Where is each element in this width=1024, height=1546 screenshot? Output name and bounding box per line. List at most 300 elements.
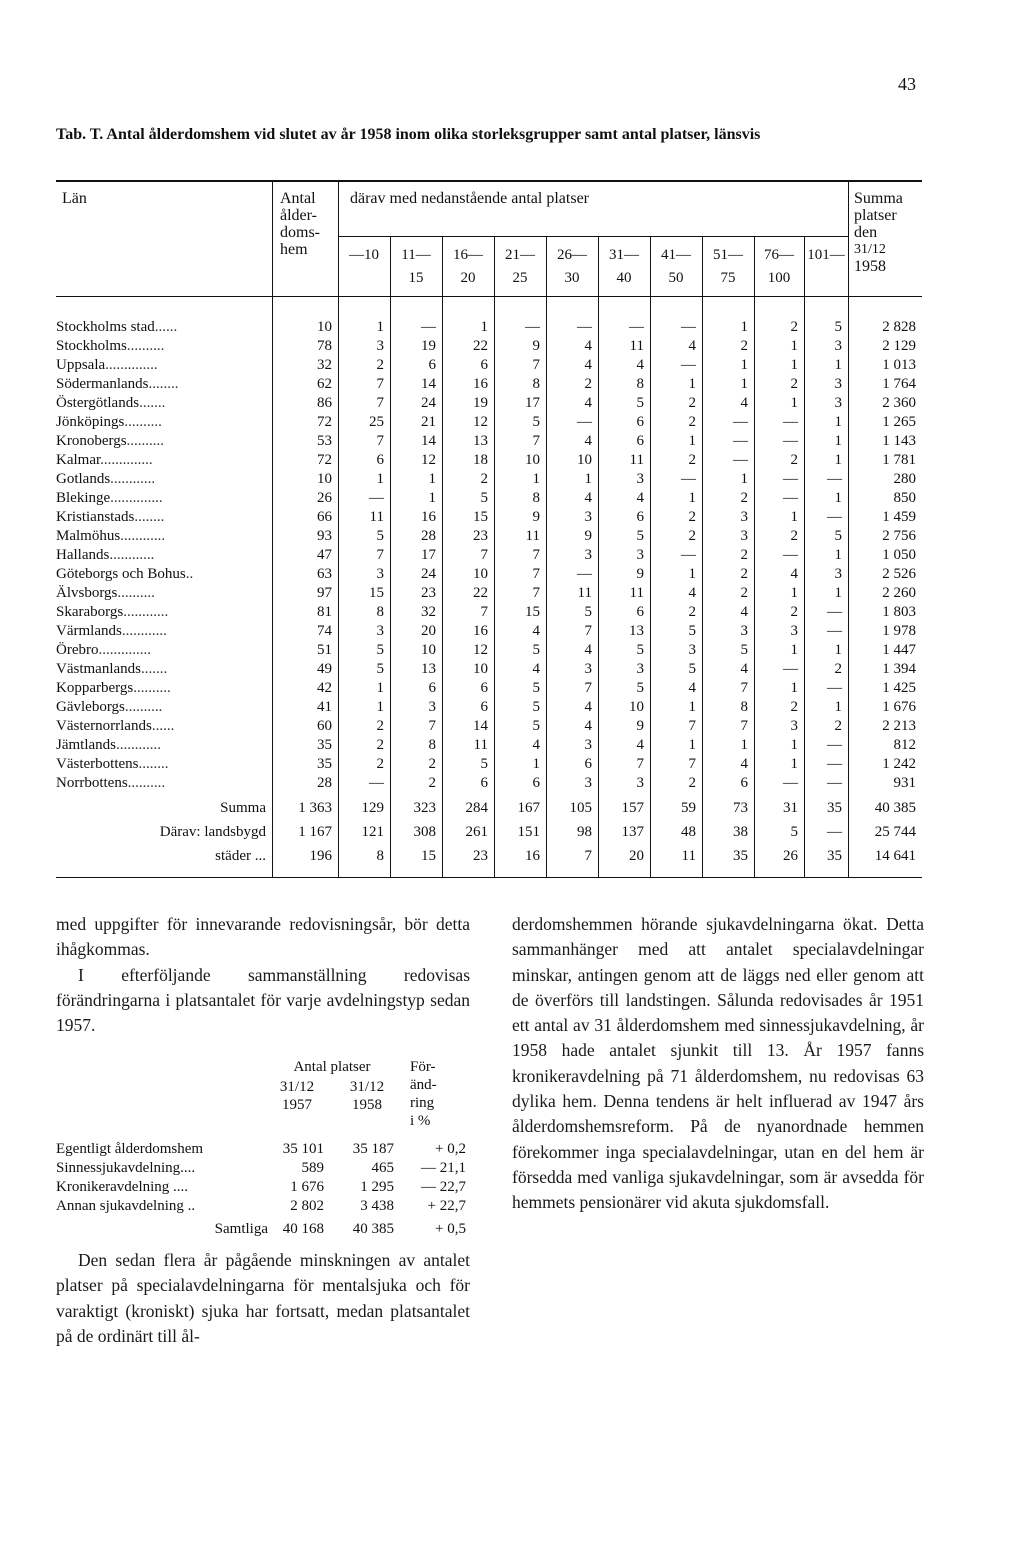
table-cell: 1 265 [882, 414, 916, 430]
group-header-bottom: 50 [668, 270, 684, 286]
table-cell: 3 [636, 661, 644, 677]
table-row [56, 717, 922, 736]
table-cell: 1 394 [882, 661, 916, 677]
table-cell: — [827, 471, 842, 487]
table-title: Tab. T. Antal ålderdomshem vid slutet av år 1958 inom olika storleksgrupper samt antal platser, länsvis [56, 126, 761, 143]
summary-cell: 8 [376, 848, 384, 864]
table-cell: 1 [834, 585, 842, 601]
leader-dots: .......... [124, 699, 163, 715]
table-cell: 6 [636, 414, 644, 430]
table-row [56, 318, 922, 337]
table-cell: 6 [428, 680, 436, 696]
change-value: + 0,5 [435, 1220, 466, 1237]
table-cell: 8 [636, 376, 644, 392]
county-name [56, 774, 272, 793]
table-cell: 2 [740, 338, 748, 354]
table-cell: 11 [473, 737, 488, 753]
table-cell: 1 [688, 433, 696, 449]
leader-dots: .......... [117, 585, 155, 601]
header-summa [854, 190, 903, 275]
table-cell: 3 [688, 642, 696, 658]
table-cell: 1 [480, 319, 488, 335]
table-cell: — [525, 319, 540, 335]
county-label: Stockholms [56, 338, 127, 354]
county-label: Älvsborgs [56, 585, 118, 601]
table-cell: 1 013 [882, 357, 916, 373]
table-cell: — [681, 319, 696, 335]
group-header-bottom: 30 [564, 270, 580, 286]
head-line: i % [410, 1113, 431, 1129]
header-summa-line: den [854, 224, 878, 241]
table-row [56, 470, 922, 489]
county-name [56, 698, 272, 717]
county-label: Stockholms stad [56, 319, 155, 335]
table-cell: 42 [317, 680, 332, 696]
group-header-top: 101— [807, 247, 845, 263]
table-cell: 11 [629, 338, 644, 354]
change-row [56, 1197, 474, 1216]
table-cell: 11 [629, 585, 644, 601]
summary-cell: 151 [517, 824, 540, 840]
table-cell: 14 [421, 433, 436, 449]
table-cell: 72 [317, 452, 332, 468]
table-cell: 17 [525, 395, 540, 411]
leader-dots: ....... [140, 661, 168, 677]
head-line: 31/12 [279, 1079, 315, 1095]
table-cell: 6 [636, 433, 644, 449]
table-cell: 1 [376, 471, 384, 487]
table-cell: 6 [480, 680, 488, 696]
table-cell: 5 [636, 528, 644, 544]
header-lan: Län [62, 190, 87, 207]
table-cell: 7 [688, 756, 696, 772]
change-value: 40 385 [352, 1220, 394, 1237]
leader-dots: ....... [139, 395, 166, 411]
summary-cell: 59 [681, 800, 696, 816]
county-table [56, 318, 922, 793]
table-cell: 7 [532, 357, 540, 373]
table-cell: 1 803 [882, 604, 916, 620]
county-name [56, 508, 272, 527]
table-cell: 7 [376, 547, 384, 563]
county-label: Malmöhus [56, 528, 121, 544]
table-cell: 1 781 [882, 452, 916, 468]
table-cell: 7 [688, 718, 696, 734]
table-cell: 4 [636, 737, 644, 753]
county-label: Jönköpings [56, 414, 125, 430]
table-cell: 2 [376, 718, 384, 734]
group-header-bottom: 15 [408, 270, 424, 286]
county-label: Östergötlands [56, 395, 140, 411]
table-cell: 72 [317, 414, 332, 430]
table-cell: 10 [473, 661, 488, 677]
table-cell: 3 [834, 566, 842, 582]
summary-cell: 167 [517, 800, 540, 816]
page-number: 43 [898, 74, 916, 94]
table-cell: 2 [790, 319, 798, 335]
table-cell: 8 [532, 376, 540, 392]
table-cell: 15 [369, 585, 384, 601]
table-row [56, 413, 922, 432]
summary-table [56, 796, 922, 868]
table-row [56, 337, 922, 356]
table-cell: 2 [688, 775, 696, 791]
county-label: Norrbottens [56, 775, 128, 791]
table-cell: — [827, 680, 842, 696]
table-cell: 6 [480, 775, 488, 791]
table-cell: — [681, 471, 696, 487]
summary-cell: 121 [361, 824, 384, 840]
county-name [56, 394, 272, 413]
summary-cell: 40 385 [874, 800, 916, 816]
table-cell: 1 [376, 699, 384, 715]
table-cell: 2 [834, 718, 842, 734]
leader-dots: .......... [126, 433, 165, 449]
table-cell: 5 [480, 490, 488, 506]
county-label: Västernorrlands [56, 718, 152, 734]
table-cell: 5 [636, 642, 644, 658]
table-cell: 1 050 [882, 547, 916, 563]
paragraph: Den sedan flera år pågående minskningen av antalet platser på specialavdelningarna för mentalsjuka och för varaktigt (kroniskt) sjuka har fortsatt, medan platsantalet på de ordinärt till ål- [56, 1250, 470, 1346]
group-header-bottom: 75 [720, 270, 736, 286]
leader-dots: .............. [105, 357, 158, 373]
county-name [56, 603, 272, 622]
head-line: änd- [410, 1077, 437, 1093]
table-cell: 9 [532, 338, 540, 354]
table-cell: 6 [480, 357, 488, 373]
paragraph: derdomshemmen hörande sjukavdelningarna ökat. Detta sammanhänger med att antalet specialavdelningar minskar, antingen genom att de läggs ned eller genom att de överförs till landstingen. Sålunda redovisades år 1951 ett antal av 31 ålderdomshem med sinnessjukavdelning, år 1958 hade antalet sjunkit till 13. År 1957 fanns kronikeravdelning på 71 ålderdomshem, nu redovisas 63 dylika hem. Denna tendens är helt influerad av 1947 års ålderdomshemsreform. På de nyanordnade hemmen förekommer inga specialavdelningar, utan en del hem är försedda med vanliga sjukavdelningar, som är avsedda för hemmets pensionärer vid akuta sjukdomsfall. [512, 914, 924, 1213]
table-cell: 5 [376, 528, 384, 544]
county-name [56, 755, 272, 774]
table-cell: 6 [532, 775, 540, 791]
table-cell: 2 [740, 547, 748, 563]
table-cell: 13 [629, 623, 644, 639]
table-cell: 24 [421, 566, 436, 582]
leader-dots: .. [185, 566, 194, 582]
table-row [56, 394, 922, 413]
group-header [442, 244, 494, 290]
table-cell: 4 [740, 395, 748, 411]
table-cell: 2 [688, 528, 696, 544]
county-name [56, 641, 272, 660]
header-summa-line: Summa [854, 190, 903, 207]
summary-cell: 73 [733, 800, 748, 816]
group-header-bottom: 100 [767, 270, 791, 286]
group-header-bottom: 25 [512, 270, 528, 286]
table-cell: 5 [532, 699, 540, 715]
table-cell: 8 [532, 490, 540, 506]
summary-cell: 14 641 [874, 848, 916, 864]
county-label: Kronobergs [56, 433, 127, 449]
table-cell: 7 [480, 604, 488, 620]
table-cell: 2 756 [882, 528, 916, 544]
leader-dots: ........ [134, 509, 165, 525]
table-cell: 1 [532, 756, 540, 772]
table-cell: 10 [525, 452, 540, 468]
county-label: Jämtlands [56, 737, 116, 753]
small-table-head-forandring [410, 1058, 460, 1130]
table-row [56, 546, 922, 565]
leader-dots: .......... [124, 414, 162, 430]
county-name [56, 451, 272, 470]
change-value: + 0,2 [435, 1141, 466, 1157]
table-cell: 4 [688, 585, 696, 601]
summary-label: städer ... [215, 848, 266, 864]
table-cell: 1 [834, 490, 842, 506]
county-label: Gotlands [56, 471, 111, 487]
table-cell: 6 [636, 509, 644, 525]
table-cell: 1 [790, 756, 798, 772]
county-name [56, 622, 272, 641]
group-header-bottom: 40 [616, 270, 632, 286]
table-cell: 7 [532, 433, 540, 449]
header-antal-line: ålder- [280, 207, 317, 224]
table-cell: 13 [473, 433, 488, 449]
table-cell: 5 [636, 680, 644, 696]
group-header-top: —10 [349, 247, 379, 263]
table-cell: 2 213 [882, 718, 916, 734]
table-cell: 4 [584, 433, 592, 449]
table-cell: 53 [317, 433, 332, 449]
table-cell: 1 [834, 433, 842, 449]
table-cell: — [783, 490, 798, 506]
table-cell: 28 [317, 775, 332, 791]
table-cell: — [783, 775, 798, 791]
table-cell: 21 [421, 414, 436, 430]
table-cell: 3 [584, 661, 592, 677]
change-row [56, 1159, 474, 1178]
table-cell: — [827, 509, 842, 525]
table-cell: 60 [317, 718, 332, 734]
table-cell: 5 [480, 756, 488, 772]
table-cell: 4 [636, 490, 644, 506]
summary-cell: 15 [421, 848, 436, 864]
summary-cell: 20 [629, 848, 644, 864]
table-cell: 16 [473, 376, 488, 392]
table-cell: 32 [421, 604, 436, 620]
table-cell: — [369, 490, 384, 506]
table-cell: 850 [893, 490, 916, 506]
change-label: Samtliga [214, 1220, 268, 1237]
change-value: 465 [371, 1160, 394, 1176]
table-row [56, 774, 922, 793]
group-header-top: 16— [453, 247, 483, 263]
table-cell: 51 [317, 642, 332, 658]
group-header-top: 41— [661, 247, 691, 263]
table-cell: — [827, 756, 842, 772]
leader-dots: .............. [110, 490, 163, 506]
summary-cell: 1 363 [298, 800, 332, 816]
table-cell: 1 [834, 547, 842, 563]
table-cell: 7 [376, 433, 384, 449]
table-cell: 26 [317, 490, 332, 506]
header-summa-line: 1958 [854, 258, 886, 275]
summary-cell: 26 [783, 848, 798, 864]
leader-dots: .............. [98, 642, 151, 658]
table-cell: 1 [584, 471, 592, 487]
table-cell: 4 [740, 661, 748, 677]
change-value: 2 802 [290, 1198, 324, 1214]
table-cell: 13 [421, 661, 436, 677]
leader-dots: ............ [121, 623, 167, 639]
table-cell: 1 [834, 414, 842, 430]
table-cell: 5 [532, 680, 540, 696]
change-value: 35 187 [352, 1141, 394, 1157]
table-cell: 3 [834, 338, 842, 354]
leader-dots: ...... [151, 718, 175, 734]
table-cell: 6 [376, 452, 384, 468]
table-cell: — [783, 414, 798, 430]
table-cell: 2 [428, 775, 436, 791]
group-header-bottom: 20 [460, 270, 476, 286]
table-cell: 4 [532, 737, 540, 753]
leader-dots: .......... [133, 680, 171, 696]
group-header-top: 31— [609, 247, 639, 263]
summary-cell: 196 [309, 848, 332, 864]
table-cell: 22 [473, 585, 488, 601]
table-cell: 3 [636, 547, 644, 563]
table-cell: 3 [740, 509, 748, 525]
summary-cell: 137 [621, 824, 644, 840]
table-cell: 1 [532, 471, 540, 487]
table-cell: 1 [688, 566, 696, 582]
county-name [56, 318, 272, 337]
table-cell: 5 [688, 661, 696, 677]
table-cell: 6 [636, 604, 644, 620]
change-value: 589 [301, 1160, 324, 1176]
group-header-top: 26— [557, 247, 587, 263]
table-cell: 2 [428, 756, 436, 772]
table-cell: 931 [893, 775, 916, 791]
county-label: Göteborgs och Bohus [56, 566, 186, 582]
change-value: 1 676 [290, 1179, 324, 1195]
table-cell: 2 [376, 756, 384, 772]
county-name [56, 489, 272, 508]
table-cell: 5 [740, 642, 748, 658]
change-total-row [56, 1216, 474, 1242]
table-cell: 62 [317, 376, 332, 392]
table-cell: 4 [688, 680, 696, 696]
county-name [56, 337, 272, 356]
table-cell: — [783, 547, 798, 563]
table-cell: 7 [376, 395, 384, 411]
table-cell: 2 [376, 357, 384, 373]
summary-cell: 48 [681, 824, 696, 840]
table-cell: 9 [532, 509, 540, 525]
table-cell: 8 [428, 737, 436, 753]
table-bottom-rule [56, 877, 922, 878]
head-line: ring [410, 1095, 435, 1111]
table-cell: 14 [421, 376, 436, 392]
table-cell: 20 [421, 623, 436, 639]
table-row [56, 660, 922, 679]
county-label: Örebro [56, 642, 99, 658]
county-label: Västerbottens [56, 756, 139, 772]
table-cell: — [783, 661, 798, 677]
change-label: Kronikeravdelning .... [56, 1179, 189, 1195]
table-cell: 32 [317, 357, 332, 373]
county-label: Hallands [56, 547, 110, 563]
table-cell: 3 [790, 623, 798, 639]
change-value: 40 168 [282, 1220, 324, 1237]
table-row [56, 489, 922, 508]
table-cell: 1 242 [882, 756, 916, 772]
summary-cell: 35 [733, 848, 748, 864]
table-cell: 19 [421, 338, 436, 354]
summary-cell: 35 [827, 848, 842, 864]
table-cell: 1 [740, 737, 748, 753]
summary-cell: 261 [465, 824, 488, 840]
table-cell: 2 [376, 737, 384, 753]
table-cell: 4 [532, 623, 540, 639]
leader-dots: ........ [138, 756, 169, 772]
small-table-head-antal: Antal platser [293, 1059, 371, 1075]
leader-dots: ............ [120, 528, 166, 544]
table-row [56, 451, 922, 470]
table-cell: 86 [317, 395, 332, 411]
table-cell: 1 [834, 357, 842, 373]
summary-cell: 23 [473, 848, 488, 864]
table-cell: 78 [317, 338, 332, 354]
table-cell: 24 [421, 395, 436, 411]
table-cell: 18 [473, 452, 488, 468]
table-cell: 2 [790, 699, 798, 715]
table-cell: — [629, 319, 644, 335]
table-cell: — [681, 547, 696, 563]
table-cell: 4 [584, 642, 592, 658]
table-cell: 11 [525, 528, 540, 544]
table-cell: 812 [893, 737, 916, 753]
county-name [56, 584, 272, 603]
group-header [390, 244, 442, 290]
county-name [56, 413, 272, 432]
table-cell: 1 [688, 699, 696, 715]
small-table-head-1957 [262, 1078, 332, 1114]
table-cell: 1 764 [882, 376, 916, 392]
leader-dots: ............ [116, 737, 161, 753]
table-cell: 28 [421, 528, 436, 544]
table-cell: 10 [577, 452, 592, 468]
table-row [56, 356, 922, 375]
table-cell: 1 143 [882, 433, 916, 449]
right-column [512, 912, 924, 1216]
table-cell: 16 [421, 509, 436, 525]
head-line: 31/12 [349, 1079, 385, 1095]
table-row [56, 508, 922, 527]
county-name [56, 565, 272, 584]
change-label: Egentligt ålderdomshem [56, 1141, 204, 1157]
table-row [56, 527, 922, 546]
group-rule [338, 236, 848, 237]
table-cell: 3 [584, 509, 592, 525]
table-cell: 4 [584, 395, 592, 411]
table-cell: 3 [636, 471, 644, 487]
group-header-top: 51— [713, 247, 743, 263]
small-table-head-1958 [332, 1078, 402, 1114]
table-cell: 7 [532, 547, 540, 563]
change-value: 3 438 [360, 1198, 394, 1214]
table-cell: 1 [740, 471, 748, 487]
table-cell: 3 [584, 737, 592, 753]
table-cell: 2 [584, 376, 592, 392]
table-cell: 1 [428, 471, 436, 487]
table-cell: 1 676 [882, 699, 916, 715]
table-cell: 6 [740, 775, 748, 791]
change-value: — 22,7 [421, 1179, 466, 1195]
county-label: Skaraborgs [56, 604, 124, 620]
table-cell: — [733, 452, 748, 468]
county-name [56, 527, 272, 546]
